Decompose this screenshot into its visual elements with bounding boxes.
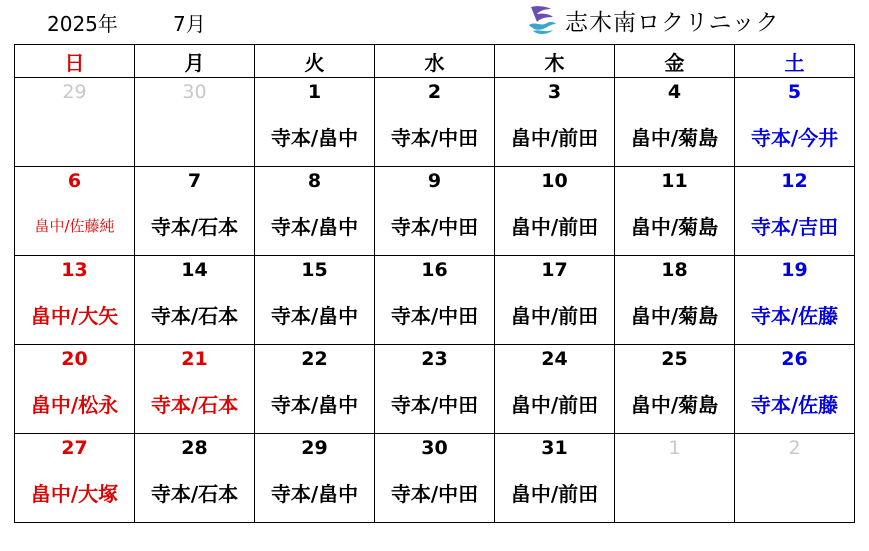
shift-cell: 寺本/佐藤 — [735, 373, 855, 434]
date-number: 28 — [135, 434, 255, 463]
shift-cell: 畠中/前田 — [495, 373, 615, 434]
date-row — [15, 256, 855, 285]
shift-cell: 寺本/畠中 — [255, 195, 375, 256]
date-number: 8 — [255, 167, 375, 196]
date-number: 11 — [615, 167, 735, 196]
date-number: 1 — [255, 78, 375, 107]
weekday-sat: 土 — [735, 45, 855, 78]
shift-cell: 寺本/畠中 — [255, 106, 375, 167]
shift-cell: 畠中/前田 — [495, 284, 615, 345]
date-number: 16 — [375, 256, 495, 285]
date-number: 30 — [375, 434, 495, 463]
shift-row — [15, 462, 855, 523]
shift-cell: 畠中/大塚 — [15, 462, 135, 523]
shift-cell: 寺本/今井 — [735, 106, 855, 167]
shift-cell: 寺本/佐藤 — [735, 284, 855, 345]
shift-cell: 寺本/中田 — [375, 462, 495, 523]
shift-cell: 畠中/大矢 — [15, 284, 135, 345]
date-number: 27 — [15, 434, 135, 463]
shift-cell: 寺本/畠中 — [255, 373, 375, 434]
shift-row — [15, 195, 855, 256]
date-number: 23 — [375, 345, 495, 374]
date-number: 7 — [135, 167, 255, 196]
date-number: 1 — [615, 434, 735, 463]
shift-cell: 寺本/石本 — [135, 195, 255, 256]
date-number: 5 — [735, 78, 855, 107]
shift-cell: 畠中/前田 — [495, 195, 615, 256]
date-number: 29 — [255, 434, 375, 463]
date-number: 22 — [255, 345, 375, 374]
shift-row — [15, 373, 855, 434]
date-number: 20 — [15, 345, 135, 374]
shift-cell: 寺本/中田 — [375, 106, 495, 167]
shift-cell: 畠中/菊島 — [615, 106, 735, 167]
weekday-thu: 木 — [495, 45, 615, 78]
shift-cell: 畠中/菊島 — [615, 284, 735, 345]
shift-cell: 寺本/石本 — [135, 284, 255, 345]
date-number: 31 — [495, 434, 615, 463]
shift-cell: 寺本/中田 — [375, 373, 495, 434]
shift-cell — [735, 462, 855, 523]
shift-cell — [15, 106, 135, 167]
shift-row — [15, 284, 855, 345]
date-number: 6 — [15, 167, 135, 196]
date-number: 29 — [15, 78, 135, 107]
date-number: 25 — [615, 345, 735, 374]
clinic-header — [525, 0, 780, 40]
clinic-name: 志木南ロクリニック — [565, 9, 780, 36]
weekday-mon: 月 — [135, 45, 255, 78]
shift-cell: 畠中/佐藤純 — [15, 195, 135, 256]
date-number: 13 — [15, 256, 135, 285]
weekday-header-row — [15, 45, 855, 78]
shift-cell: 畠中/菊島 — [615, 373, 735, 434]
date-number: 4 — [615, 78, 735, 107]
weekday-sun: 日 — [15, 45, 135, 78]
shift-cell: 畠中/菊島 — [615, 195, 735, 256]
shift-cell: 寺本/中田 — [375, 195, 495, 256]
date-row — [15, 167, 855, 196]
shift-cell: 畠中/松永 — [15, 373, 135, 434]
shift-cell: 寺本/畠中 — [255, 284, 375, 345]
shift-cell: 寺本/石本 — [135, 462, 255, 523]
date-number: 9 — [375, 167, 495, 196]
date-row — [15, 345, 855, 374]
calendar-year: 2025年 — [47, 12, 118, 36]
date-number: 21 — [135, 345, 255, 374]
shift-cell: 畠中/前田 — [495, 462, 615, 523]
shift-row — [15, 106, 855, 167]
date-number: 30 — [135, 78, 255, 107]
schedule-calendar — [14, 44, 855, 523]
shift-cell: 畠中/前田 — [495, 106, 615, 167]
weekday-wed: 水 — [375, 45, 495, 78]
shift-cell — [615, 462, 735, 523]
shift-cell: 寺本/畠中 — [255, 462, 375, 523]
clinic-logo-icon — [525, 3, 559, 37]
calendar-month: 7月 — [173, 12, 206, 36]
date-row — [15, 434, 855, 463]
weekday-tue: 火 — [255, 45, 375, 78]
date-number: 12 — [735, 167, 855, 196]
date-number: 19 — [735, 256, 855, 285]
date-number: 26 — [735, 345, 855, 374]
shift-cell: 寺本/吉田 — [735, 195, 855, 256]
date-number: 3 — [495, 78, 615, 107]
date-number: 2 — [375, 78, 495, 107]
date-number: 14 — [135, 256, 255, 285]
date-row — [15, 78, 855, 107]
shift-cell — [135, 106, 255, 167]
shift-cell: 寺本/中田 — [375, 284, 495, 345]
date-number: 18 — [615, 256, 735, 285]
date-number: 24 — [495, 345, 615, 374]
weekday-fri: 金 — [615, 45, 735, 78]
date-number: 2 — [735, 434, 855, 463]
date-number: 15 — [255, 256, 375, 285]
date-number: 17 — [495, 256, 615, 285]
shift-cell: 寺本/石本 — [135, 373, 255, 434]
date-number: 10 — [495, 167, 615, 196]
